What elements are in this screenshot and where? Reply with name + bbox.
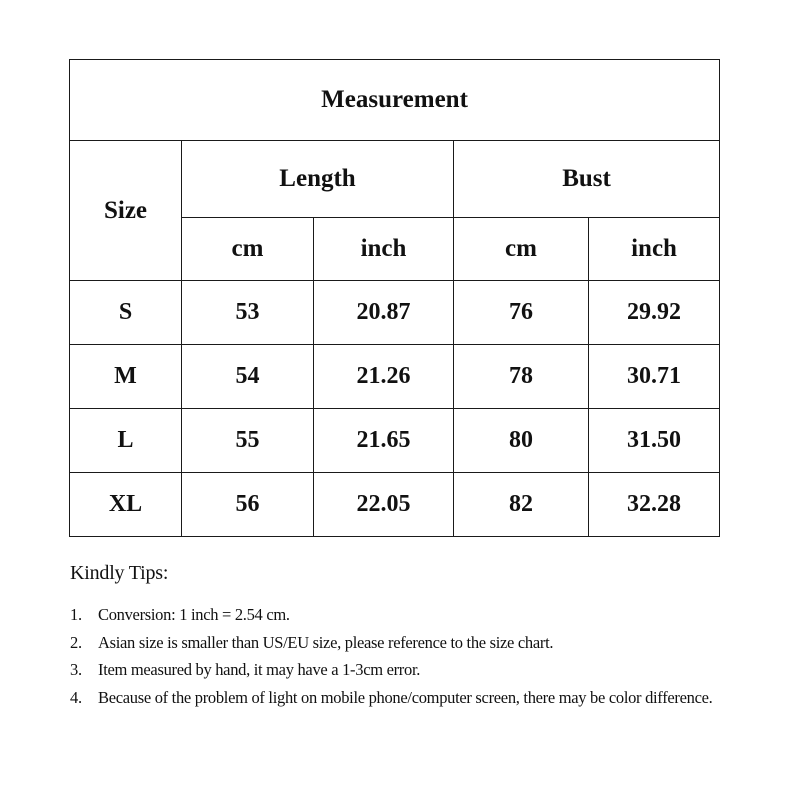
list-item <box>70 656 720 684</box>
tips-list <box>70 601 720 711</box>
table-row <box>70 409 720 473</box>
size-cell: L <box>70 409 182 473</box>
list-item-number: 1. <box>70 605 82 624</box>
list-item-number: 4. <box>70 687 82 707</box>
length-cm-cell: 55 <box>182 409 314 473</box>
list-item-text: Asian size is smaller than US/EU size, please reference to the size chart. <box>98 632 554 652</box>
tips-title: Kindly Tips: <box>70 562 169 584</box>
bust-cm-cell: 82 <box>454 473 589 537</box>
bust-cm-cell: 80 <box>454 409 589 473</box>
table-title: Measurement <box>70 60 720 141</box>
length-inch-cell: 21.26 <box>314 345 454 409</box>
length-cm-cell: 56 <box>182 473 314 537</box>
bust-group-header: Bust <box>454 141 720 218</box>
bust-inch-cell: 32.28 <box>589 473 720 537</box>
table-row <box>70 473 720 537</box>
bust-inch-cell: 31.50 <box>589 409 720 473</box>
length-cm-cell: 54 <box>182 345 314 409</box>
size-cell: M <box>70 345 182 409</box>
length-inch-cell: 21.65 <box>314 409 454 473</box>
bust-cm-header: cm <box>454 218 589 281</box>
table-row <box>70 345 720 409</box>
size-cell: XL <box>70 473 182 537</box>
bust-cm-cell: 78 <box>454 345 589 409</box>
list-item-text: Conversion: 1 inch = 2.54 cm. <box>98 605 290 624</box>
size-chart-table <box>69 59 720 537</box>
group-header-row <box>70 141 720 218</box>
length-inch-cell: 22.05 <box>314 473 454 537</box>
list-item <box>70 629 720 657</box>
bust-inch-cell: 30.71 <box>589 345 720 409</box>
bust-cm-cell: 76 <box>454 281 589 345</box>
table-row <box>70 281 720 345</box>
list-item-number: 3. <box>70 660 82 679</box>
length-inch-header: inch <box>314 218 454 281</box>
title-row <box>70 60 720 141</box>
length-inch-cell: 20.87 <box>314 281 454 345</box>
kindly-tips-section <box>70 562 720 711</box>
list-item <box>70 601 720 629</box>
size-column-header: Size <box>70 141 182 281</box>
length-cm-cell: 53 <box>182 281 314 345</box>
length-cm-header: cm <box>182 218 314 281</box>
list-item-text: Because of the problem of light on mobile phone/computer screen, there may be color difference. <box>98 687 713 707</box>
length-group-header: Length <box>182 141 454 218</box>
bust-inch-cell: 29.92 <box>589 281 720 345</box>
list-item-number: 2. <box>70 632 82 652</box>
bust-inch-header: inch <box>589 218 720 281</box>
list-item <box>70 684 720 712</box>
list-item-text: Item measured by hand, it may have a 1-3cm error. <box>98 660 421 679</box>
size-cell: S <box>70 281 182 345</box>
